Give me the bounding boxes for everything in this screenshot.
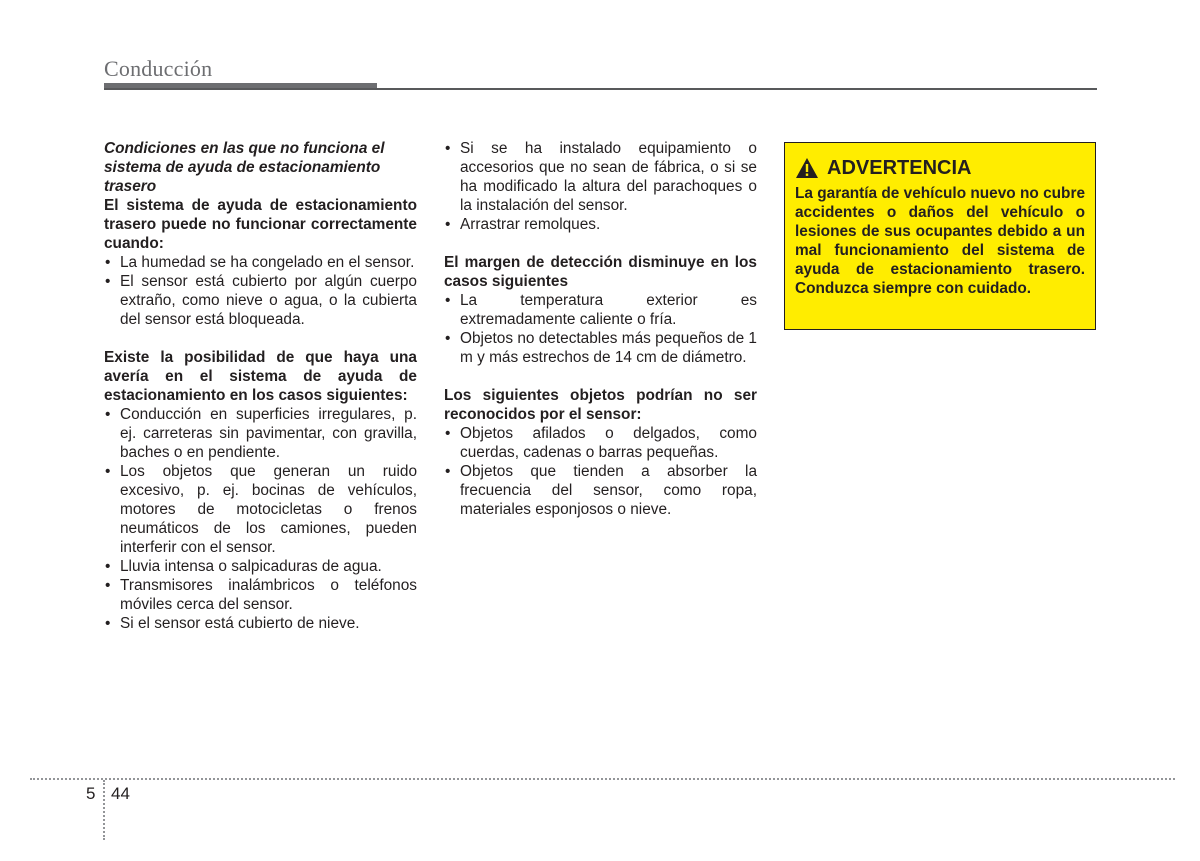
section-subheading: Condiciones en las que no funciona el sistema de ayuda de estacionamiento trasero bbox=[104, 140, 385, 195]
column-middle bbox=[444, 139, 757, 519]
list-item: • Objetos no detectables más pequeños de 1 m y más estrechos de 14 cm de diámetro. bbox=[444, 329, 757, 367]
footer-vertical-divider bbox=[103, 780, 105, 840]
bullet-list-continued bbox=[444, 139, 757, 234]
list-item: • Objetos afilados o delgados, como cuerdas, cadenas o barras pequeñas. bbox=[444, 424, 757, 462]
list-item: • El sensor está cubierto por algún cuerpo extraño, como nieve o agua, o la cubierta del sensor está bloqueada. bbox=[104, 272, 417, 329]
column-left bbox=[104, 139, 417, 633]
section-intro: El sistema de ayuda de estacionamiento trasero puede no funcionar correctamente cuando: bbox=[104, 197, 417, 252]
list-item: • Si el sensor está cubierto de nieve. bbox=[104, 614, 417, 633]
bullet-list-conditions bbox=[104, 253, 417, 329]
bullet-list-failure-cases bbox=[104, 405, 417, 633]
list-item: • Transmisores inalámbricos o teléfonos móviles cerca del sensor. bbox=[104, 576, 417, 614]
warning-triangle-icon bbox=[795, 157, 819, 179]
list-item: • Los objetos que generan un ruido excesivo, p. ej. bocinas de vehículos, motores de motocicletas o frenos neumáticos de los camiones, pueden interferir con el sensor. bbox=[104, 462, 417, 557]
footer-divider bbox=[30, 778, 1175, 780]
list-item: • Lluvia intensa o salpicaduras de agua. bbox=[104, 557, 417, 576]
warning-text: La garantía de vehículo nuevo no cubre accidentes o daños del vehículo o lesiones de sus ocupantes debido a un mal funcionamiento del sistema de ayuda de estacionamiento trasero. Conduzca siempre con cuidado. bbox=[795, 185, 1085, 297]
page-header-title: Conducción bbox=[104, 56, 213, 81]
warning-header bbox=[795, 155, 1085, 181]
list-item: • Arrastrar remolques. bbox=[444, 215, 757, 234]
list-item: • Conducción en superficies irregulares, p. ej. carreteras sin pavimentar, con gravilla, baches o en pendiente. bbox=[104, 405, 417, 462]
list-item: • Si se ha instalado equipamiento o accesorios que no sean de fábrica, o si se ha modificado la altura del parachoques o la instalación del sensor. bbox=[444, 139, 757, 215]
warning-title: ADVERTENCIA bbox=[827, 156, 972, 179]
list-item: • La humedad se ha congelado en el sensor. bbox=[104, 253, 417, 272]
bullet-list-unrecognized-objects bbox=[444, 424, 757, 519]
chapter-number: 5 bbox=[86, 784, 96, 803]
page-number: 44 bbox=[111, 784, 130, 803]
section-heading-unrecognized-objects: Los siguientes objetos podrían no ser reconocidos por el sensor: bbox=[444, 387, 757, 423]
section-heading-failure: Existe la posibilidad de que haya una avería en el sistema de ayuda de estacionamiento en los casos siguientes: bbox=[104, 349, 417, 404]
bullet-list-detection-range bbox=[444, 291, 757, 367]
list-item: • La temperatura exterior es extremadamente caliente o fría. bbox=[444, 291, 757, 329]
section-heading-detection-range: El margen de detección disminuye en los casos siguientes bbox=[444, 254, 757, 290]
list-item: • Objetos que tienden a absorber la frecuencia del sensor, como ropa, materiales esponjosos o nieve. bbox=[444, 462, 757, 519]
header-rule bbox=[104, 88, 1097, 90]
warning-box bbox=[784, 142, 1096, 330]
